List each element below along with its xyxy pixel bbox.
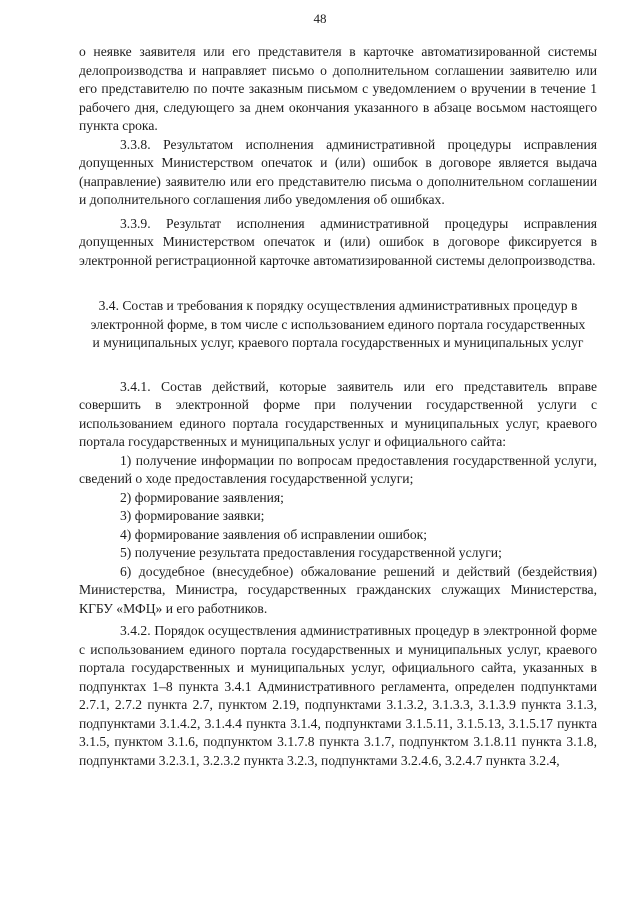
paragraph-3-3-9: 3.3.9. Результат исполнения административной процедуры исправления допущенных Министерством опечаток и (или) ошибок в договоре фиксируется в электронной регистрационной карточке автоматизированной системы делопроизводства.	[79, 215, 597, 268]
list-item: 3) формирование заявки;	[120, 508, 265, 523]
list-item: 2) формирование заявления;	[120, 489, 284, 505]
list-item: 4) формирование заявления об исправлении ошибок;	[120, 526, 427, 542]
paragraph-3-4-1: 3.4.1. Состав действий, которые заявитель или его представитель вправе совершить в электронной форме при получении государственной услуги с использованием единого портала государственных и муниципальных услуг, краевого портала государственных и муниципальных услуг и официального сайта:	[79, 378, 597, 449]
page-number: 48	[313, 11, 327, 26]
list-item: 1) получение информации по вопросам предоставления государственной услуги, сведений о ходе предоставления государственной услуги;	[79, 452, 597, 486]
list-item: 6) досудебное (внесудебное) обжалование решений и действий (бездействия) Министерства, Министра, государственных гражданских служащих Министерства, КГБУ «МФЦ» и его работников.	[79, 563, 597, 616]
list-item: 5) получение результата предоставления государственной услуги;	[120, 545, 502, 560]
paragraph-3-3-8: 3.3.8. Результатом исполнения административной процедуры исправления допущенных Министерством опечаток и (или) ошибок в договоре является выдача (направление) заявителю или его представителю письма о дополнительном соглашении и дополнительного соглашения либо уведомления об ошибках.	[79, 136, 597, 207]
section-heading: 3.4. Состав и требования к порядку осуществления административных процедур в электронной форме, в том числе с использованием единого портала государственных и муниципальных услуг, краевого портала государственных и муниципальных услуг	[90, 298, 586, 350]
paragraph-3-4-2: 3.4.2. Порядок осуществления административных процедур в электронной форме с использованием единого портала государственных и муниципальных услуг, краевого портала государственных и муниципальных услуг, официального сайта, указанных в подпунктах 1–8 пункта 3.4.1 Административного регламента, определен подпунктами 2.7.1, 2.7.2 пункта 2.7, пунктом 2.19, подпунктами 3.1.3.2, 3.1.3.3, 3.1.3.9 пункта 3.1.3, подпунктами 3.1.4.2, 3.1.4.4 пункта 3.1.4, подпунктами 3.1.5.11, 3.1.5.13, 3.1.5.17 пункта 3.1.5, пунктом 3.1.6, подпунктом 3.1.7.8 пункта 3.1.7, подпунктом 3.1.8.11 пункта 3.1.8, подпунктами 3.2.3.1, 3.2.3.2 пункта 3.2.3, подпунктами 3.2.4.6, 3.2.4.7 пункта 3.2.4,	[79, 623, 597, 768]
document-body	[79, 43, 597, 770]
paragraph: о неявке заявителя или его представителя в карточке автоматизированной системы делопроизводства и направляет письмо о дополнительном соглашении заявителю или его представителю по почте заказным письмом с уведомлением о вручении в течение 1 рабочего дня, следующего за днем окончания указанного в абзаце восьмом настоящего пункта срока.	[79, 44, 597, 133]
